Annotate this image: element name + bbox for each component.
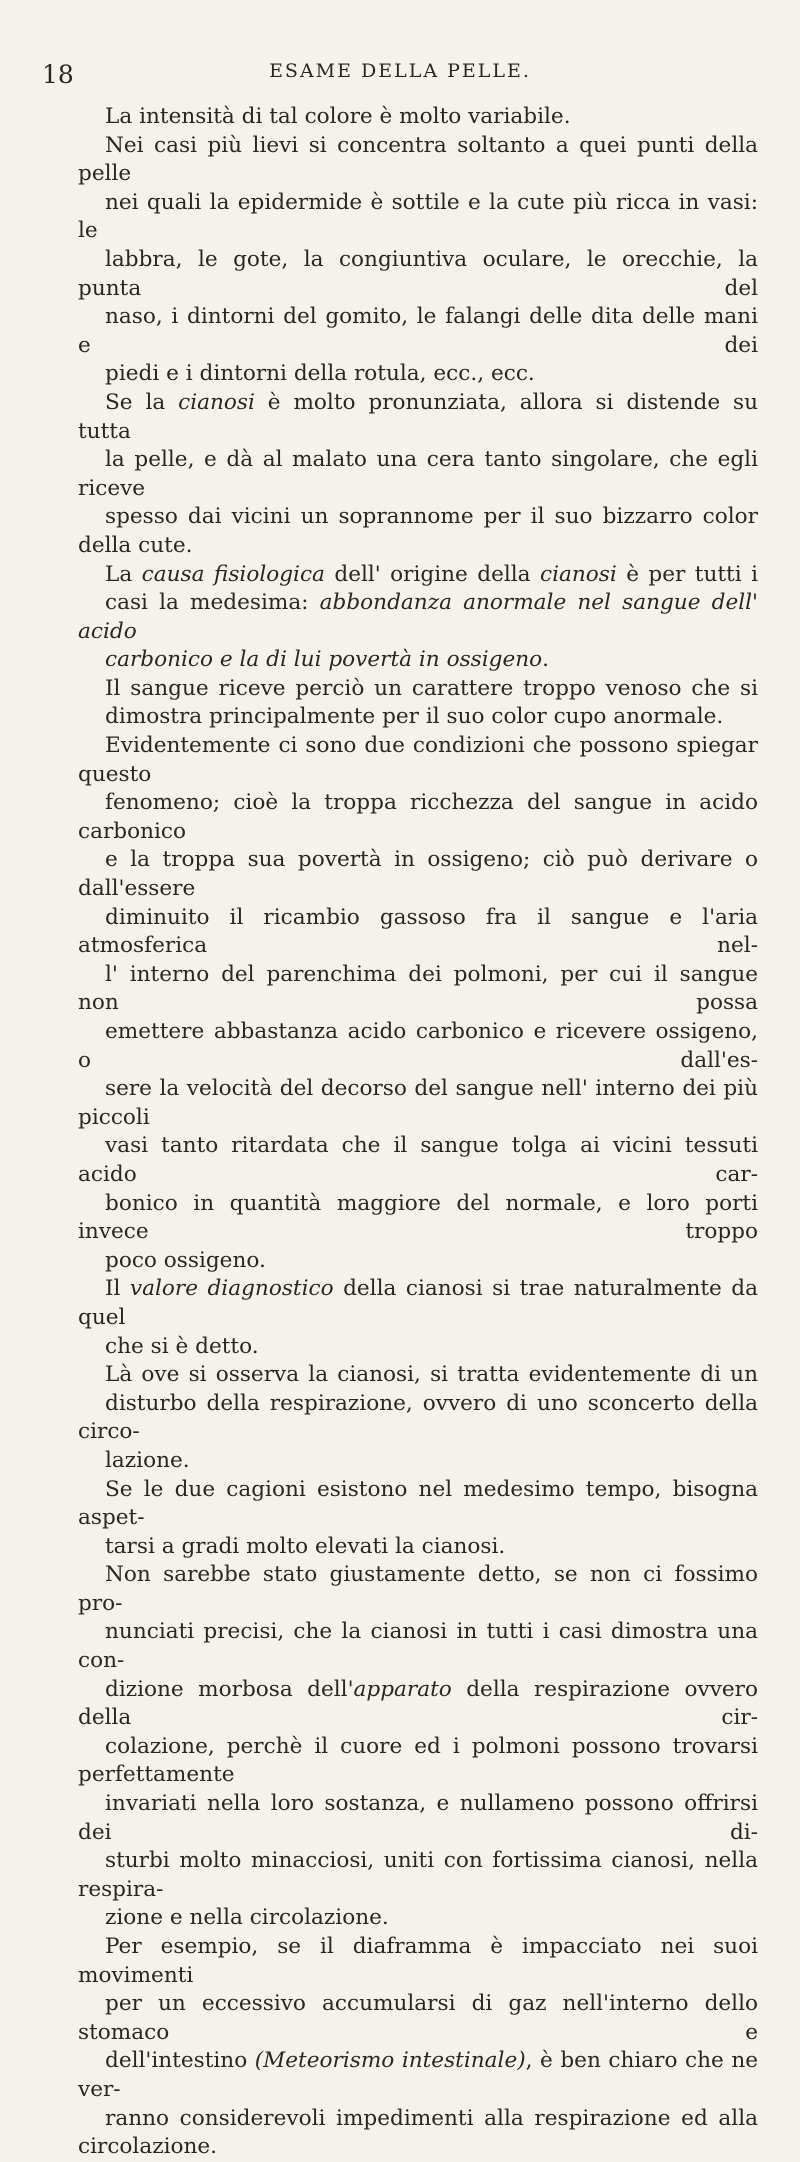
page-number: 18: [42, 60, 74, 89]
text-line: zione e nella circolazione.: [105, 1905, 389, 1931]
text-line: colazione, perchè il cuore ed i polmoni possono trovarsi perfettamente: [78, 1733, 758, 1788]
text-line: sere la velocità del decorso del sangue nell' interno dei più piccoli: [78, 1076, 758, 1130]
text-line: e la troppa sua povertà in ossigeno; ciò può derivare o dall'essere: [78, 847, 758, 902]
paragraph: [78, 1275, 758, 1361]
paragraph: [78, 1561, 758, 1933]
text-line: l' interno del parenchima dei polmoni, per cui il sangue non possa: [78, 961, 758, 1016]
text-line: dell'intestino (Meteorismo intestinale), è ben chiaro che ne ver-: [78, 2048, 759, 2102]
text-line: diminuito il ricambio gassoso fra il sangue e l'aria atmosferica nel-: [78, 904, 758, 959]
text-line: La intensità di tal colore è molto variabile.: [105, 104, 571, 129]
text-line: nunciati precisi, che la cianosi in tutti i casi dimostra una con-: [78, 1619, 758, 1674]
paragraph: [78, 1933, 758, 2162]
text-line: sturbi molto minacciosi, uniti con fortissima cianosi, nella respira-: [78, 1848, 758, 1902]
text-line: dimostra principalmente per il suo color cupo anormale.: [105, 704, 724, 730]
text-line: Nei casi più lievi si concentra soltanto a quei punti della pelle: [78, 132, 758, 187]
text-line: bonico in quantità maggiore del normale, e loro porti invece troppo: [78, 1190, 758, 1245]
text-line: Evidentemente ci sono due condizioni che possono spiegar questo: [78, 733, 758, 787]
text-line: Il sangue riceve perciò un carattere troppo venoso che si: [105, 675, 758, 701]
text-line: Per esempio, se il diaframma è impacciato nei suoi movimenti: [78, 1934, 758, 1988]
paragraph: [78, 132, 758, 389]
text-line: emettere abbastanza acido carbonico e ricevere ossigeno, o dall'es-: [78, 1019, 758, 1073]
text-line: spesso dai vicini un soprannome per il suo bizzarro color della cute.: [78, 504, 758, 558]
text-line: casi la medesima: abbondanza anormale nel sangue dell' acido: [78, 590, 758, 644]
text-line: la pelle, e dà al malato una cera tanto singolare, che egli riceve: [78, 447, 758, 501]
text-line: fenomeno; cioè la troppa ricchezza del sangue in acido carbonico: [78, 790, 758, 844]
text-line: naso, i dintorni del gomito, le falangi delle dita delle mani e dei: [78, 304, 758, 358]
paragraph: [78, 103, 758, 132]
paragraph: [78, 561, 758, 675]
text-line: Il valore diagnostico della cianosi si trae naturalmente da quel: [78, 1276, 758, 1330]
body-text: [78, 103, 758, 2162]
text-line: nei quali la epidermide è sottile e la cute più ricca in vasi: le: [78, 189, 758, 244]
text-line: lazione.: [105, 1447, 190, 1473]
text-line: vasi tanto ritardata che il sangue tolga ai vicini tessuti acido car-: [78, 1133, 758, 1187]
text-line: che si è detto.: [105, 1333, 259, 1359]
text-line: ranno considerevoli impedimenti alla respirazione ed alla circolazione.: [78, 2105, 758, 2160]
running-title: ESAME DELLA PELLE.: [269, 60, 531, 82]
text-line: labbra, le gote, la congiuntiva oculare, le orecchie, la punta del: [78, 246, 758, 301]
text-line: tarsi a gradi molto elevati la cianosi.: [105, 1533, 506, 1559]
text-line: carbonico e la di lui povertà in ossigeno.: [105, 647, 550, 673]
paragraph: [78, 389, 758, 561]
text-line: piedi e i dintorni della rotula, ecc., ecc.: [105, 361, 535, 387]
text-line: disturbo della respirazione, ovvero di uno sconcerto della circo-: [78, 1390, 758, 1445]
paragraph: [78, 1361, 758, 1475]
text-line: dizione morbosa dell'apparato della respirazione ovvero della cir-: [78, 1676, 758, 1731]
text-line: per un eccessivo accumularsi di gaz nell'interno dello stomaco e: [78, 1991, 758, 2045]
text-line: poco ossigeno.: [105, 1247, 266, 1273]
paragraph: [78, 1476, 758, 1562]
text-line: Se le due cagioni esistono nel medesimo tempo, bisogna aspet-: [78, 1476, 758, 1531]
paragraph: [78, 732, 758, 1275]
page-header: [42, 60, 758, 90]
text-line: La causa fisiologica dell' origine della cianosi è per tutti i: [105, 561, 758, 587]
text-line: Se la cianosi è molto pronunziata, allora si distende su tutta: [78, 389, 758, 444]
text-line: invariati nella loro sostanza, e nullameno possono offrirsi dei di-: [78, 1791, 758, 1845]
paragraph: [78, 675, 758, 732]
text-line: Là ove si osserva la cianosi, si tratta evidentemente di un: [105, 1362, 758, 1388]
text-line: Non sarebbe stato giustamente detto, se non ci fossimo pro-: [78, 1562, 758, 1616]
